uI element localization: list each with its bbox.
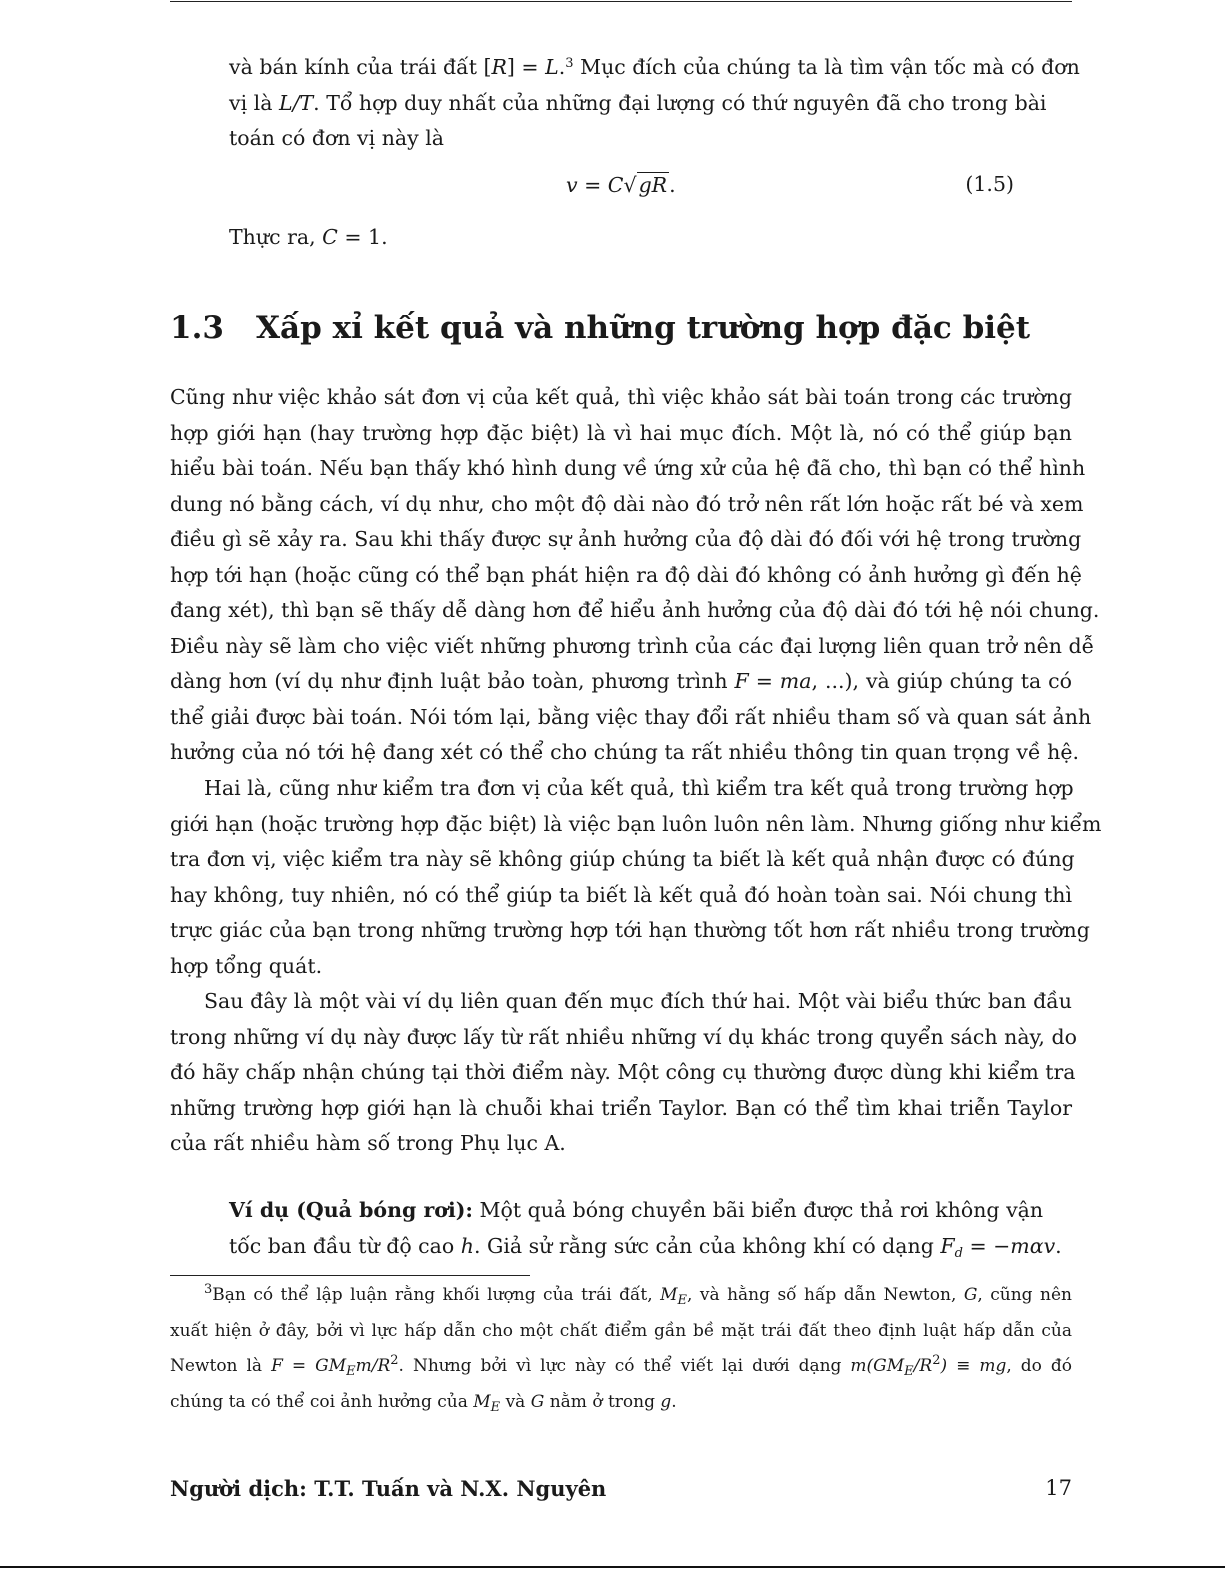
footnote-rule [170, 1275, 530, 1276]
intro-line-2: vị là L/T. Tổ hợp duy nhất của những đại lượng có thứ nguyên đã cho trong bài [229, 90, 1047, 115]
paragraph-3: Sau đây là một vài ví dụ liên quan đến mục đích thứ hai. Một vài biểu thức ban đầu trong những ví dụ này được lấy từ rất nhiều những ví dụ khác trong quyển sách này, do đó hãy chấp nhận chúng tại thời điểm này. Một công cụ thường được dùng khi kiểm tra những trường hợp giới hạn là chuỗi khai triển Taylor. Bạn có thể tìm khai triễn Taylor của rất nhiều hàm số trong Phụ lục A. [170, 989, 1077, 1155]
footnote-mark: 3 [204, 1282, 213, 1297]
after-equation-text: Thực ra, C = 1. [229, 225, 388, 249]
paragraph-2: Hai là, cũng như kiểm tra đơn vị của kết quả, thì kiểm tra kết quả trong trường hợp giới hạn (hoặc trường hợp đặc biệt) là việc bạn luôn luôn nên làm. Nhưng giống như kiểm tra đơn vị, việc kiểm tra này sẽ không giúp chúng ta biết là kết quả nhận được có đúng hay không, tuy nhiên, nó có thể giúp ta biết là kết quả đó hoàn toàn sai. Nói chung thì trực giác của bạn trong những trường hợp tới hạn thường tốt hơn rất nhiều trong trường hợp tổng quát. [170, 776, 1102, 978]
top-rule [170, 1, 1072, 2]
intro-line-3: toán có đơn vị này là [229, 126, 444, 150]
footnote-ref: 3 [565, 56, 574, 71]
example-line-2: tốc ban đầu từ độ cao h. Giả sử rằng sức cản của không khí có dạng $F_d = -m\alpha v$. [229, 1233, 1062, 1261]
page-number: 17 [1045, 1476, 1072, 1500]
sqrt-radicand: gR [638, 173, 668, 197]
equation-body: v = C√gR. [566, 173, 676, 197]
intro-paragraph [229, 50, 1080, 157]
paragraph-1: Cũng như việc khảo sát đơn vị của kết quả, thì việc khảo sát bài toán trong các trường hợp giới hạn (hay trường hợp đặc biệt) là vì hai mục đích. Một là, nó có thể giúp bạn hiểu bài toán. Nếu bạn thấy khó hình dung về ứng xử của hệ đã cho, thì bạn có thể hình dung nó bằng cách, ví dụ như, cho một độ dài nào đó trở nên rất lớn hoặc rất bé và xem điều gì sẽ xảy ra. Sau khi thấy được sự ảnh hưởng của độ dài đó đối với hệ trong trường hợp tới hạn (hoặc cũng có thể bạn phát hiện ra độ dài đó không có ảnh hưởng gì đến hệ đang xét), thì bạn sẽ thấy dễ dàng hơn để hiểu ảnh hưởng của độ dài đó tới hệ nói chung. Điều này sẽ làm cho việc viết những phương trình của các đại lượng liên quan trở nên dễ dàng hơn (ví dụ như định luật bảo toàn, phương trình F = ma, ...), và giúp chúng ta có thể giải được bài toán. Nói tóm lại, bằng việc thay đổi rất nhiều tham số và quan sát ảnh hưởng của nó tới hệ đang xét có thể cho chúng ta rất nhiều thông tin quan trọng về hệ. [170, 385, 1100, 764]
equation-number: (1.5) [965, 172, 1014, 196]
footnote-3: $^3$Bạn có thể lập luận rằng khối lượng của trái đất, $M_E$, và hằng số hấp dẫn Newton, G, cũng nên xuất hiện ở đây, bởi vì lực hấp dẫn cho một chất điểm gần bề mặt trái đất theo định luật hấp dẫn của Newton là $F = GM_Em/R^2$. Nhưng bởi vì lực này có thể viết lại dưới dạng $m(GM_E/R^2)$ ≡ mg, do đó chúng ta có thể coi ảnh hưởng của $M_E$ và G nằm ở trong g. [170, 1282, 1073, 1415]
example-line-1: Ví dụ (Quả bóng rơi): Một quả bóng chuyền bãi biển được thả rơi không vận [229, 1198, 1044, 1222]
section-number: 1.3 [170, 310, 224, 346]
section-title: Xấp xỉ kết quả và những trường hợp đặc biệt [256, 310, 1031, 346]
bottom-rule [0, 1566, 1225, 1568]
section-heading [170, 310, 1070, 346]
translators-credit: Người dịch: T.T. Tuấn và N.X. Nguyên [170, 1476, 607, 1501]
page-footer [170, 1476, 1072, 1510]
intro-line-1: và bán kính của trái đất [R] = L.$^3$ Mục đích của chúng ta là tìm vận tốc mà có đơn [229, 55, 1080, 79]
equation-1-5 [229, 172, 1024, 208]
example-falling-ball [229, 1193, 1062, 1264]
example-label: Ví dụ (Quả bóng rơi): [229, 1198, 473, 1222]
